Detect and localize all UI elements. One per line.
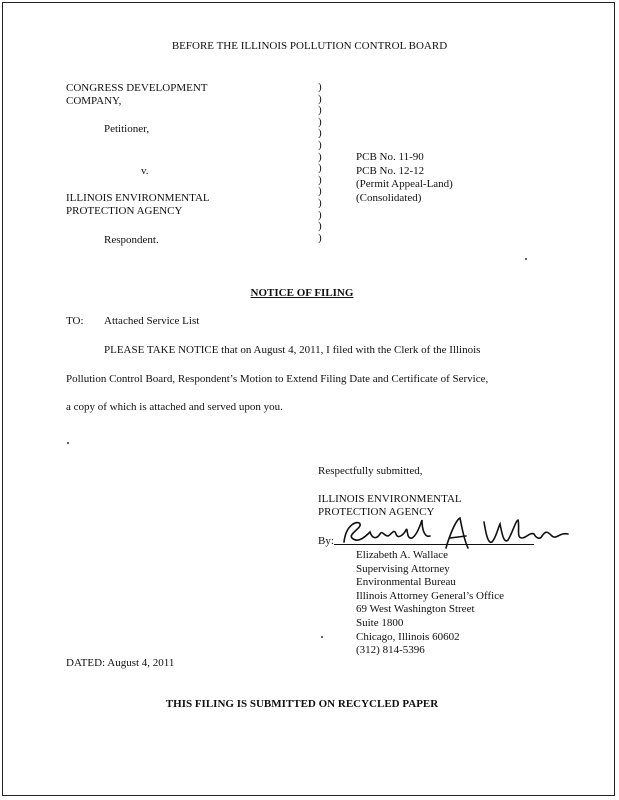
- case-numbers: [356, 151, 453, 205]
- caption-paren: ): [318, 208, 322, 221]
- caption-paren: ): [318, 81, 322, 93]
- caption-paren: ): [318, 162, 322, 175]
- scan-speck: [321, 636, 323, 638]
- page-border: [2, 2, 615, 796]
- signer-street: 69 West Washington Street: [356, 603, 475, 616]
- handwritten-signature: [336, 514, 576, 554]
- signer-office: Illinois Attorney General’s Office: [356, 589, 504, 602]
- dated-line: DATED: August 4, 2011: [66, 657, 175, 669]
- signer-name: Elizabeth A. Wallace: [356, 549, 449, 561]
- signer-block: [356, 549, 504, 658]
- caption-paren: ): [318, 220, 322, 233]
- document-heading: BEFORE THE ILLINOIS POLLUTION CONTROL BOARD: [171, 40, 448, 52]
- case-number-2: PCB No. 12-12: [356, 164, 425, 177]
- body-line-1: PLEASE TAKE NOTICE that on August 4, 2011, I filed with the Clerk of the Illinois: [104, 344, 481, 356]
- caption-paren: ): [318, 231, 322, 244]
- to-label: TO:: [66, 315, 84, 327]
- caption-paren: ): [318, 115, 322, 128]
- caption-paren: ): [318, 127, 322, 140]
- respondent-role: Respondent.: [104, 234, 159, 246]
- respondent-name-line1: ILLINOIS ENVIRONMENTAL: [66, 192, 210, 204]
- caption-paren: ): [318, 196, 322, 209]
- scan-speck: [67, 442, 69, 444]
- to-value: Attached Service List: [104, 315, 200, 327]
- petitioner-role: Petitioner,: [104, 123, 150, 135]
- caption-paren: ): [318, 104, 322, 117]
- petitioner-name-line2: COMPANY,: [66, 95, 122, 107]
- caption-paren: ): [318, 150, 322, 163]
- case-number-1: PCB No. 11-90: [356, 151, 424, 163]
- recycled-paper-footer: THIS FILING IS SUBMITTED ON RECYCLED PAPER: [165, 698, 439, 710]
- caption-paren: ): [318, 173, 322, 186]
- body-line-2: Pollution Control Board, Respondent’s Motion to Extend Filing Date and Certificate of Service,: [66, 373, 489, 385]
- signer-suite: Suite 1800: [356, 616, 404, 629]
- signer-city: Chicago, Illinois 60602: [356, 630, 460, 643]
- scan-speck: [525, 258, 527, 260]
- agency-line-2: PROTECTION AGENCY: [318, 506, 435, 518]
- body-line-3: a copy of which is attached and served upon you.: [66, 401, 283, 413]
- closing-text: Respectfully submitted,: [318, 465, 423, 477]
- versus-label: v.: [141, 165, 149, 177]
- caption-paren: ): [318, 92, 322, 105]
- case-type: (Permit Appeal-Land): [356, 178, 453, 191]
- agency-line-1: ILLINOIS ENVIRONMENTAL: [318, 493, 462, 505]
- caption-paren-column: [318, 82, 328, 244]
- signer-title: Supervising Attorney: [356, 562, 450, 575]
- petitioner-name-line1: CONGRESS DEVELOPMENT: [66, 82, 208, 94]
- by-label: By:: [318, 535, 334, 547]
- caption-paren: ): [318, 138, 322, 151]
- signer-phone: (312) 814-5396: [356, 644, 425, 657]
- respondent-name-line2: PROTECTION AGENCY: [66, 205, 183, 217]
- notice-title: NOTICE OF FILING: [250, 287, 354, 299]
- signer-bureau: Environmental Bureau: [356, 576, 456, 589]
- caption-paren: ): [318, 185, 322, 198]
- case-consolidated: (Consolidated): [356, 191, 422, 204]
